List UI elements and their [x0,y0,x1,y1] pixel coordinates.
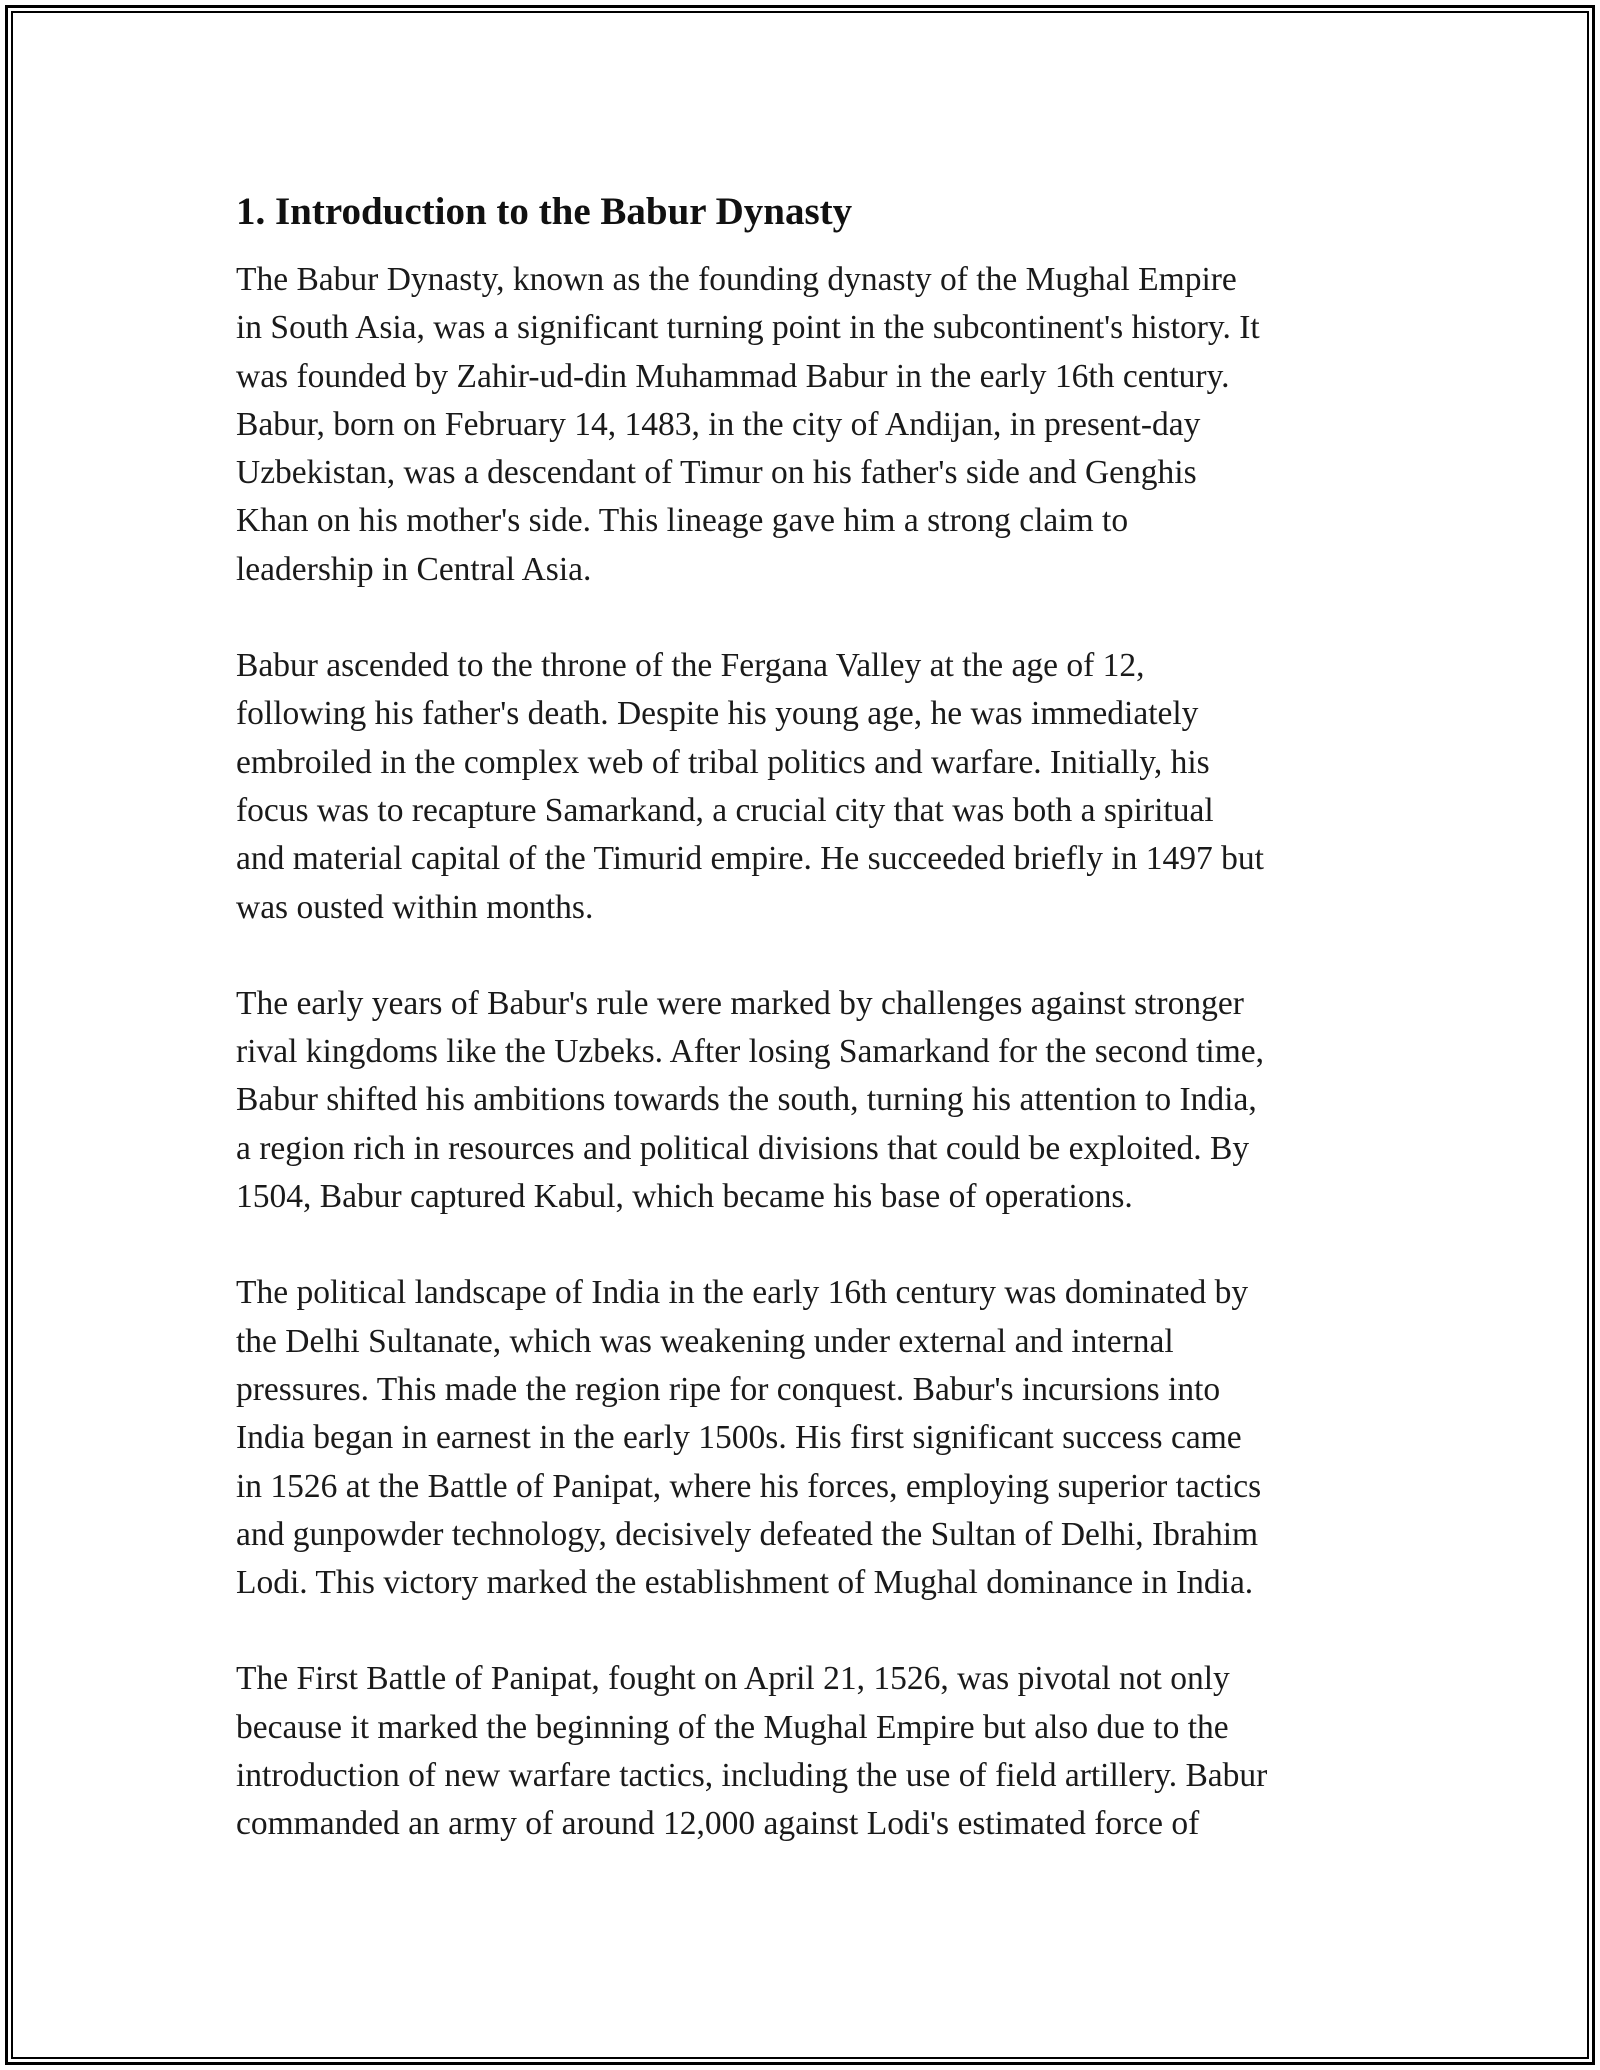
text-line: The early years of Babur's rule were marked by challenges against stronger [236,984,1244,1022]
text-line: commanded an army of around 12,000 against Lodi's estimated force of [236,1805,1200,1843]
text-line: in South Asia, was a significant turning point in the subcontinent's history. It [236,309,1260,347]
text-line: following his father's death. Despite his young age, he was immediately [236,695,1199,733]
text-line: the Delhi Sultanate, which was weakening under external and internal [236,1322,1174,1360]
text-line: because it marked the beginning of the Mughal Empire but also due to the [236,1708,1229,1746]
paragraph [236,642,1376,932]
section-title: 1. Introduction to the Babur Dynasty [236,190,853,233]
text-line: Babur ascended to the throne of the Fergana Valley at the age of 12, [236,647,1145,685]
text-line: focus was to recapture Samarkand, a crucial city that was both a spiritual [236,791,1214,829]
text-line: pressures. This made the region ripe for conquest. Babur's incursions into [236,1370,1221,1408]
text-line: Khan on his mother's side. This lineage gave him a strong claim to [236,502,1129,540]
text-line: was founded by Zahir-ud-din Muhammad Babur in the early 16th century. [236,357,1230,395]
text-line: 1504, Babur captured Kabul, which became his base of operations. [236,1178,1133,1216]
text-line: Babur shifted his ambitions towards the south, turning his attention to India, [236,1081,1257,1119]
document-body [236,186,1376,1897]
text-line: and gunpowder technology, decisively defeated the Sultan of Delhi, Ibrahim [236,1515,1259,1553]
text-line: rival kingdoms like the Uzbeks. After losing Samarkand for the second time, [236,1033,1265,1071]
text-line: in 1526 at the Battle of Panipat, where his forces, employing superior tactics [236,1467,1262,1505]
text-line: The political landscape of India in the early 16th century was dominated by [236,1274,1249,1312]
text-line: embroiled in the complex web of tribal politics and warfare. Initially, his [236,743,1210,781]
paragraph [236,980,1376,1221]
text-line: introduction of new warfare tactics, including the use of field artillery. Babur [236,1757,1268,1795]
text-line: Babur, born on February 14, 1483, in the city of Andijan, in present-day [236,405,1201,443]
text-line: a region rich in resources and political divisions that could be exploited. By [236,1129,1250,1167]
text-line: India began in earnest in the early 1500s. His first significant success came [236,1419,1242,1457]
text-line: The Babur Dynasty, known as the founding dynasty of the Mughal Empire [236,261,1237,298]
text-line: Uzbekistan, was a descendant of Timur on his father's side and Genghis [236,454,1197,492]
text-line: leadership in Central Asia. [236,550,592,588]
paragraph [236,1269,1376,1607]
paragraph [236,256,1376,594]
text-line: The First Battle of Panipat, fought on April 21, 1526, was pivotal not only [236,1660,1230,1698]
text-line: Lodi. This victory marked the establishment of Mughal dominance in India. [236,1564,1254,1602]
text-line: and material capital of the Timurid empire. He succeeded briefly in 1497 but [236,840,1264,878]
text-line: was ousted within months. [236,888,594,926]
paragraph [236,1655,1376,1848]
